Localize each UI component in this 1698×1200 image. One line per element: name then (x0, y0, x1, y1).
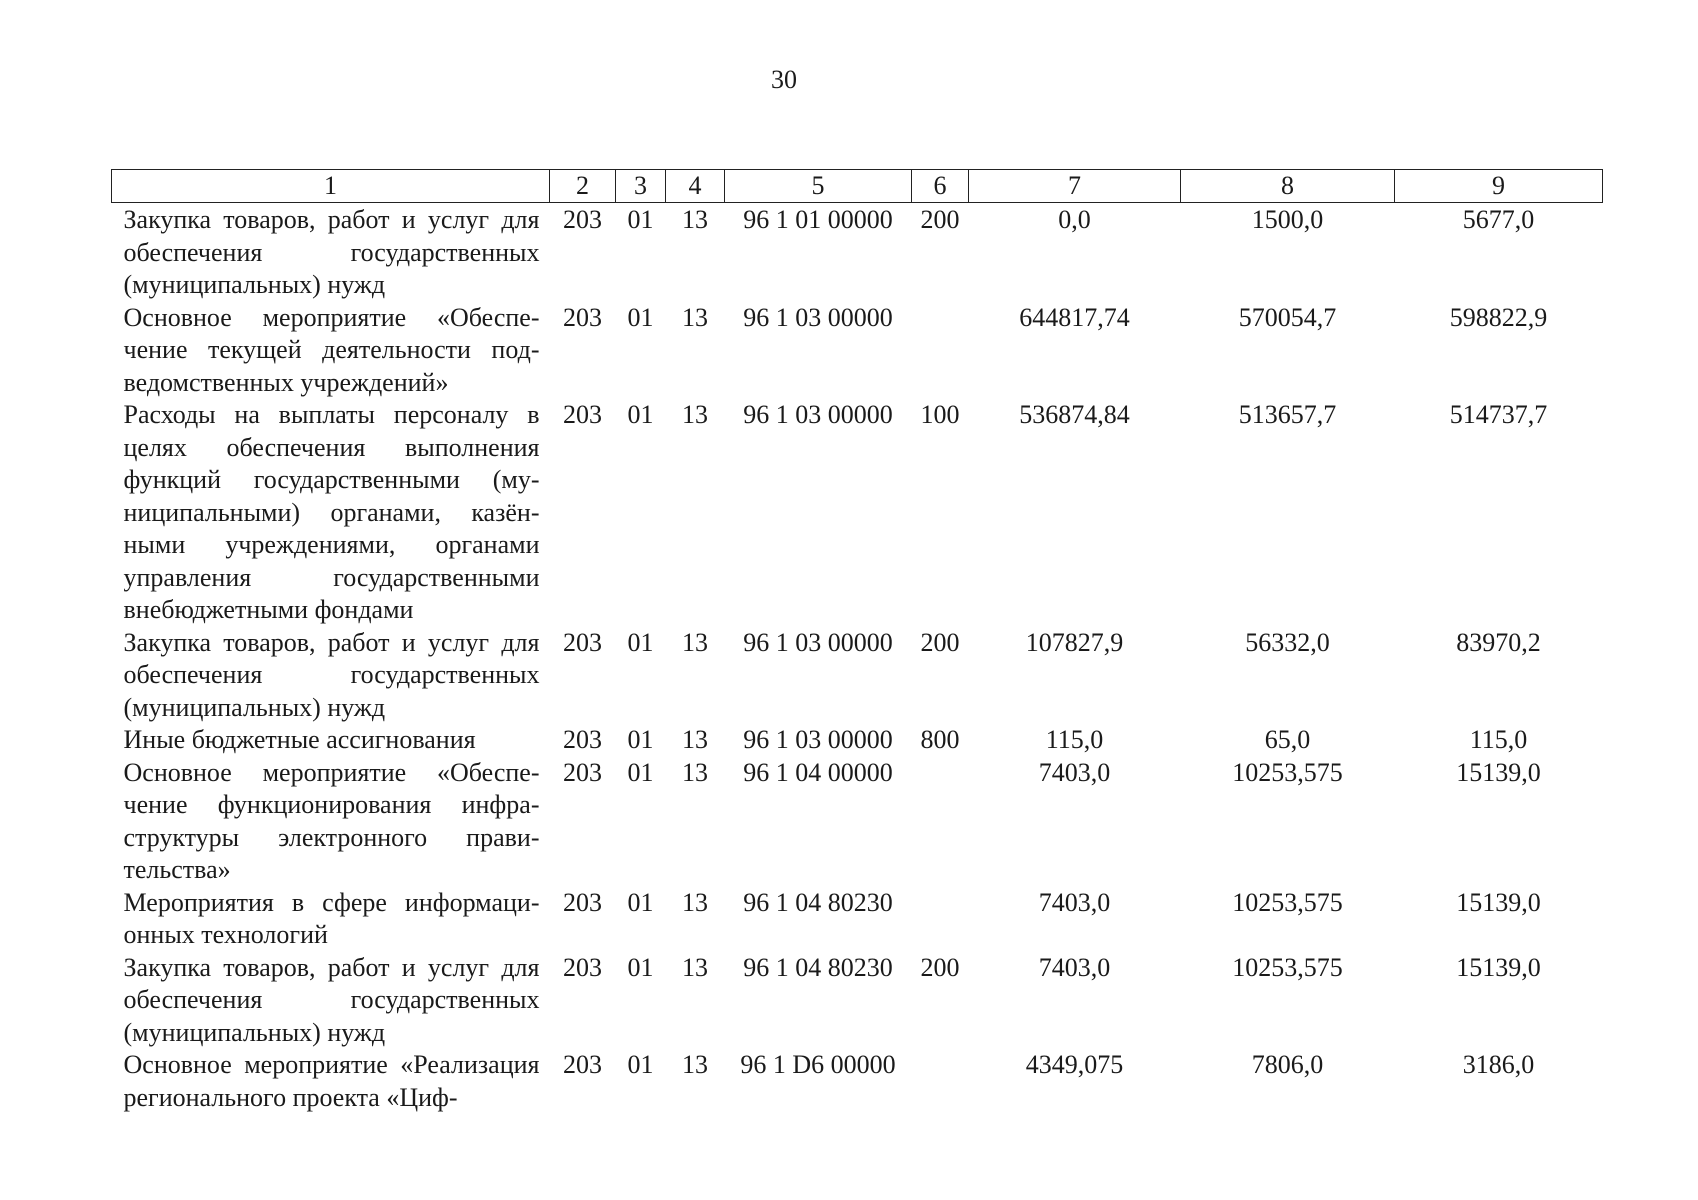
cell-amount-col9: 83970,2 (1456, 627, 1541, 657)
row-name: Иные бюджетные ассигнования (123, 725, 476, 754)
cell-admin-code: 203 (563, 400, 602, 429)
cell-section: 01 (627, 757, 654, 787)
table-row (112, 724, 1603, 757)
header-cell: 7 (969, 170, 1181, 203)
cell-admin-code: 203 (563, 1050, 602, 1079)
cell-expense-type: 200 (920, 952, 960, 982)
cell-admin-code: 203 (563, 887, 602, 917)
header-cell: 6 (912, 170, 969, 203)
cell-amount-col9: 15139,0 (1456, 952, 1541, 982)
cell-amount-col7: 0,0 (1058, 205, 1091, 234)
cell-amount-col9: 115,0 (1469, 725, 1528, 754)
cell-amount-col8: 10253,575 (1232, 952, 1343, 982)
table-row (112, 627, 1603, 725)
cell-subsection: 13 (682, 627, 708, 657)
table-row (112, 302, 1603, 400)
page-number: 30 (771, 65, 797, 94)
cell-amount-col7: 644817,74 (1019, 302, 1130, 332)
row-name: Расходы на выплаты персоналу в целях обеспечения выполнения функций государственными (муниципальными) органами, казёнными учреждениями, органами управления государственными внебюджетными фондами (123, 400, 540, 624)
cell-subsection: 13 (682, 725, 708, 754)
cell-target-article: 96 1 03 00000 (743, 627, 893, 657)
table-header (112, 170, 1603, 203)
cell-amount-col8: 10253,575 (1232, 757, 1343, 787)
cell-admin-code: 203 (563, 952, 602, 982)
cell-section: 01 (627, 302, 654, 332)
cell-amount-col7: 115,0 (1045, 725, 1104, 754)
row-name: Основное мероприятие «Обеспечение функционирования инфраструктуры электронного правительства» (123, 757, 540, 884)
cell-amount-col7: 7403,0 (1038, 887, 1111, 917)
header-cell: 3 (616, 170, 666, 203)
cell-expense-type (912, 1049, 969, 1114)
cell-amount-col8: 513657,7 (1238, 400, 1337, 429)
row-name: Мероприятия в сфере информационных технологий (123, 887, 540, 949)
cell-expense-type: 200 (920, 205, 960, 234)
row-name: Закупка товаров, работ и услуг для обеспечения государственных (муниципальных) нужд (123, 627, 540, 722)
cell-amount-col8: 10253,575 (1232, 887, 1343, 917)
cell-amount-col9: 15139,0 (1456, 887, 1541, 917)
budget-table (111, 169, 1603, 1114)
header-cell: 8 (1181, 170, 1395, 203)
cell-section: 01 (627, 400, 654, 429)
cell-amount-col9: 514737,7 (1449, 400, 1548, 429)
cell-expense-type: 100 (920, 400, 960, 429)
cell-amount-col7: 107827,9 (1025, 627, 1124, 657)
header-cell: 4 (666, 170, 725, 203)
cell-subsection: 13 (682, 887, 708, 917)
cell-amount-col7: 4349,075 (1025, 1050, 1124, 1079)
cell-expense-type: 200 (920, 627, 960, 657)
cell-subsection: 13 (682, 1050, 708, 1079)
cell-section: 01 (627, 725, 654, 754)
cell-amount-col9: 598822,9 (1449, 302, 1548, 332)
cell-target-article: 96 1 04 00000 (743, 757, 893, 787)
cell-admin-code: 203 (563, 627, 602, 657)
cell-section: 01 (627, 952, 654, 982)
cell-expense-type (912, 757, 969, 887)
cell-amount-col8: 56332,0 (1245, 627, 1330, 657)
cell-target-article: 96 1 03 00000 (743, 725, 893, 754)
cell-section: 01 (627, 887, 654, 917)
table-body (112, 203, 1603, 1115)
header-cell: 2 (550, 170, 616, 203)
cell-amount-col8: 570054,7 (1238, 302, 1337, 332)
cell-amount-col8: 1500,0 (1251, 205, 1324, 234)
cell-section: 01 (627, 627, 654, 657)
cell-amount-col7: 7403,0 (1038, 757, 1111, 787)
cell-target-article: 96 1 04 80230 (743, 887, 893, 917)
header-cell: 9 (1395, 170, 1603, 203)
cell-expense-type (912, 887, 969, 952)
cell-amount-col9: 3186,0 (1462, 1050, 1535, 1079)
table-row (112, 399, 1603, 627)
row-name: Закупка товаров, работ и услуг для обеспечения государственных (муниципальных) нужд (123, 205, 540, 299)
cell-amount-col8: 7806,0 (1251, 1050, 1324, 1079)
row-name: Закупка товаров, работ и услуг для обеспечения государственных (муниципальных) нужд (123, 952, 540, 1047)
cell-subsection: 13 (682, 205, 708, 234)
cell-target-article: 96 1 04 80230 (743, 952, 893, 982)
cell-target-article: 96 1 03 00000 (743, 400, 893, 429)
cell-subsection: 13 (682, 400, 708, 429)
row-name: Основное мероприятие «Обеспечение текущей деятельности подведомственных учреждений» (123, 302, 540, 397)
cell-target-article: 96 1 D6 00000 (740, 1050, 896, 1079)
cell-subsection: 13 (682, 302, 708, 332)
cell-admin-code: 203 (563, 757, 602, 787)
cell-section: 01 (627, 1050, 654, 1079)
cell-admin-code: 203 (563, 302, 602, 332)
cell-target-article: 96 1 03 00000 (743, 302, 893, 332)
cell-subsection: 13 (682, 757, 708, 787)
cell-admin-code: 203 (563, 725, 602, 754)
table-row (112, 952, 1603, 1050)
table-row (112, 757, 1603, 887)
table-row (112, 1049, 1603, 1114)
row-name: Основное мероприятие «Реализация регионального проекта «Циф- (123, 1050, 540, 1112)
cell-amount-col9: 5677,0 (1462, 205, 1535, 234)
header-row (112, 170, 1603, 203)
table-row (112, 887, 1603, 952)
table-row (112, 203, 1603, 302)
cell-amount-col8: 65,0 (1264, 725, 1311, 754)
cell-amount-col9: 15139,0 (1456, 757, 1541, 787)
cell-target-article: 96 1 01 00000 (743, 205, 893, 234)
cell-admin-code: 203 (563, 205, 602, 234)
cell-amount-col7: 7403,0 (1038, 952, 1111, 982)
cell-expense-type: 800 (920, 725, 960, 754)
header-cell: 5 (725, 170, 912, 203)
cell-section: 01 (627, 205, 654, 234)
cell-subsection: 13 (682, 952, 708, 982)
cell-amount-col7: 536874,84 (1019, 400, 1130, 429)
header-cell: 1 (112, 170, 550, 203)
cell-expense-type (912, 302, 969, 400)
